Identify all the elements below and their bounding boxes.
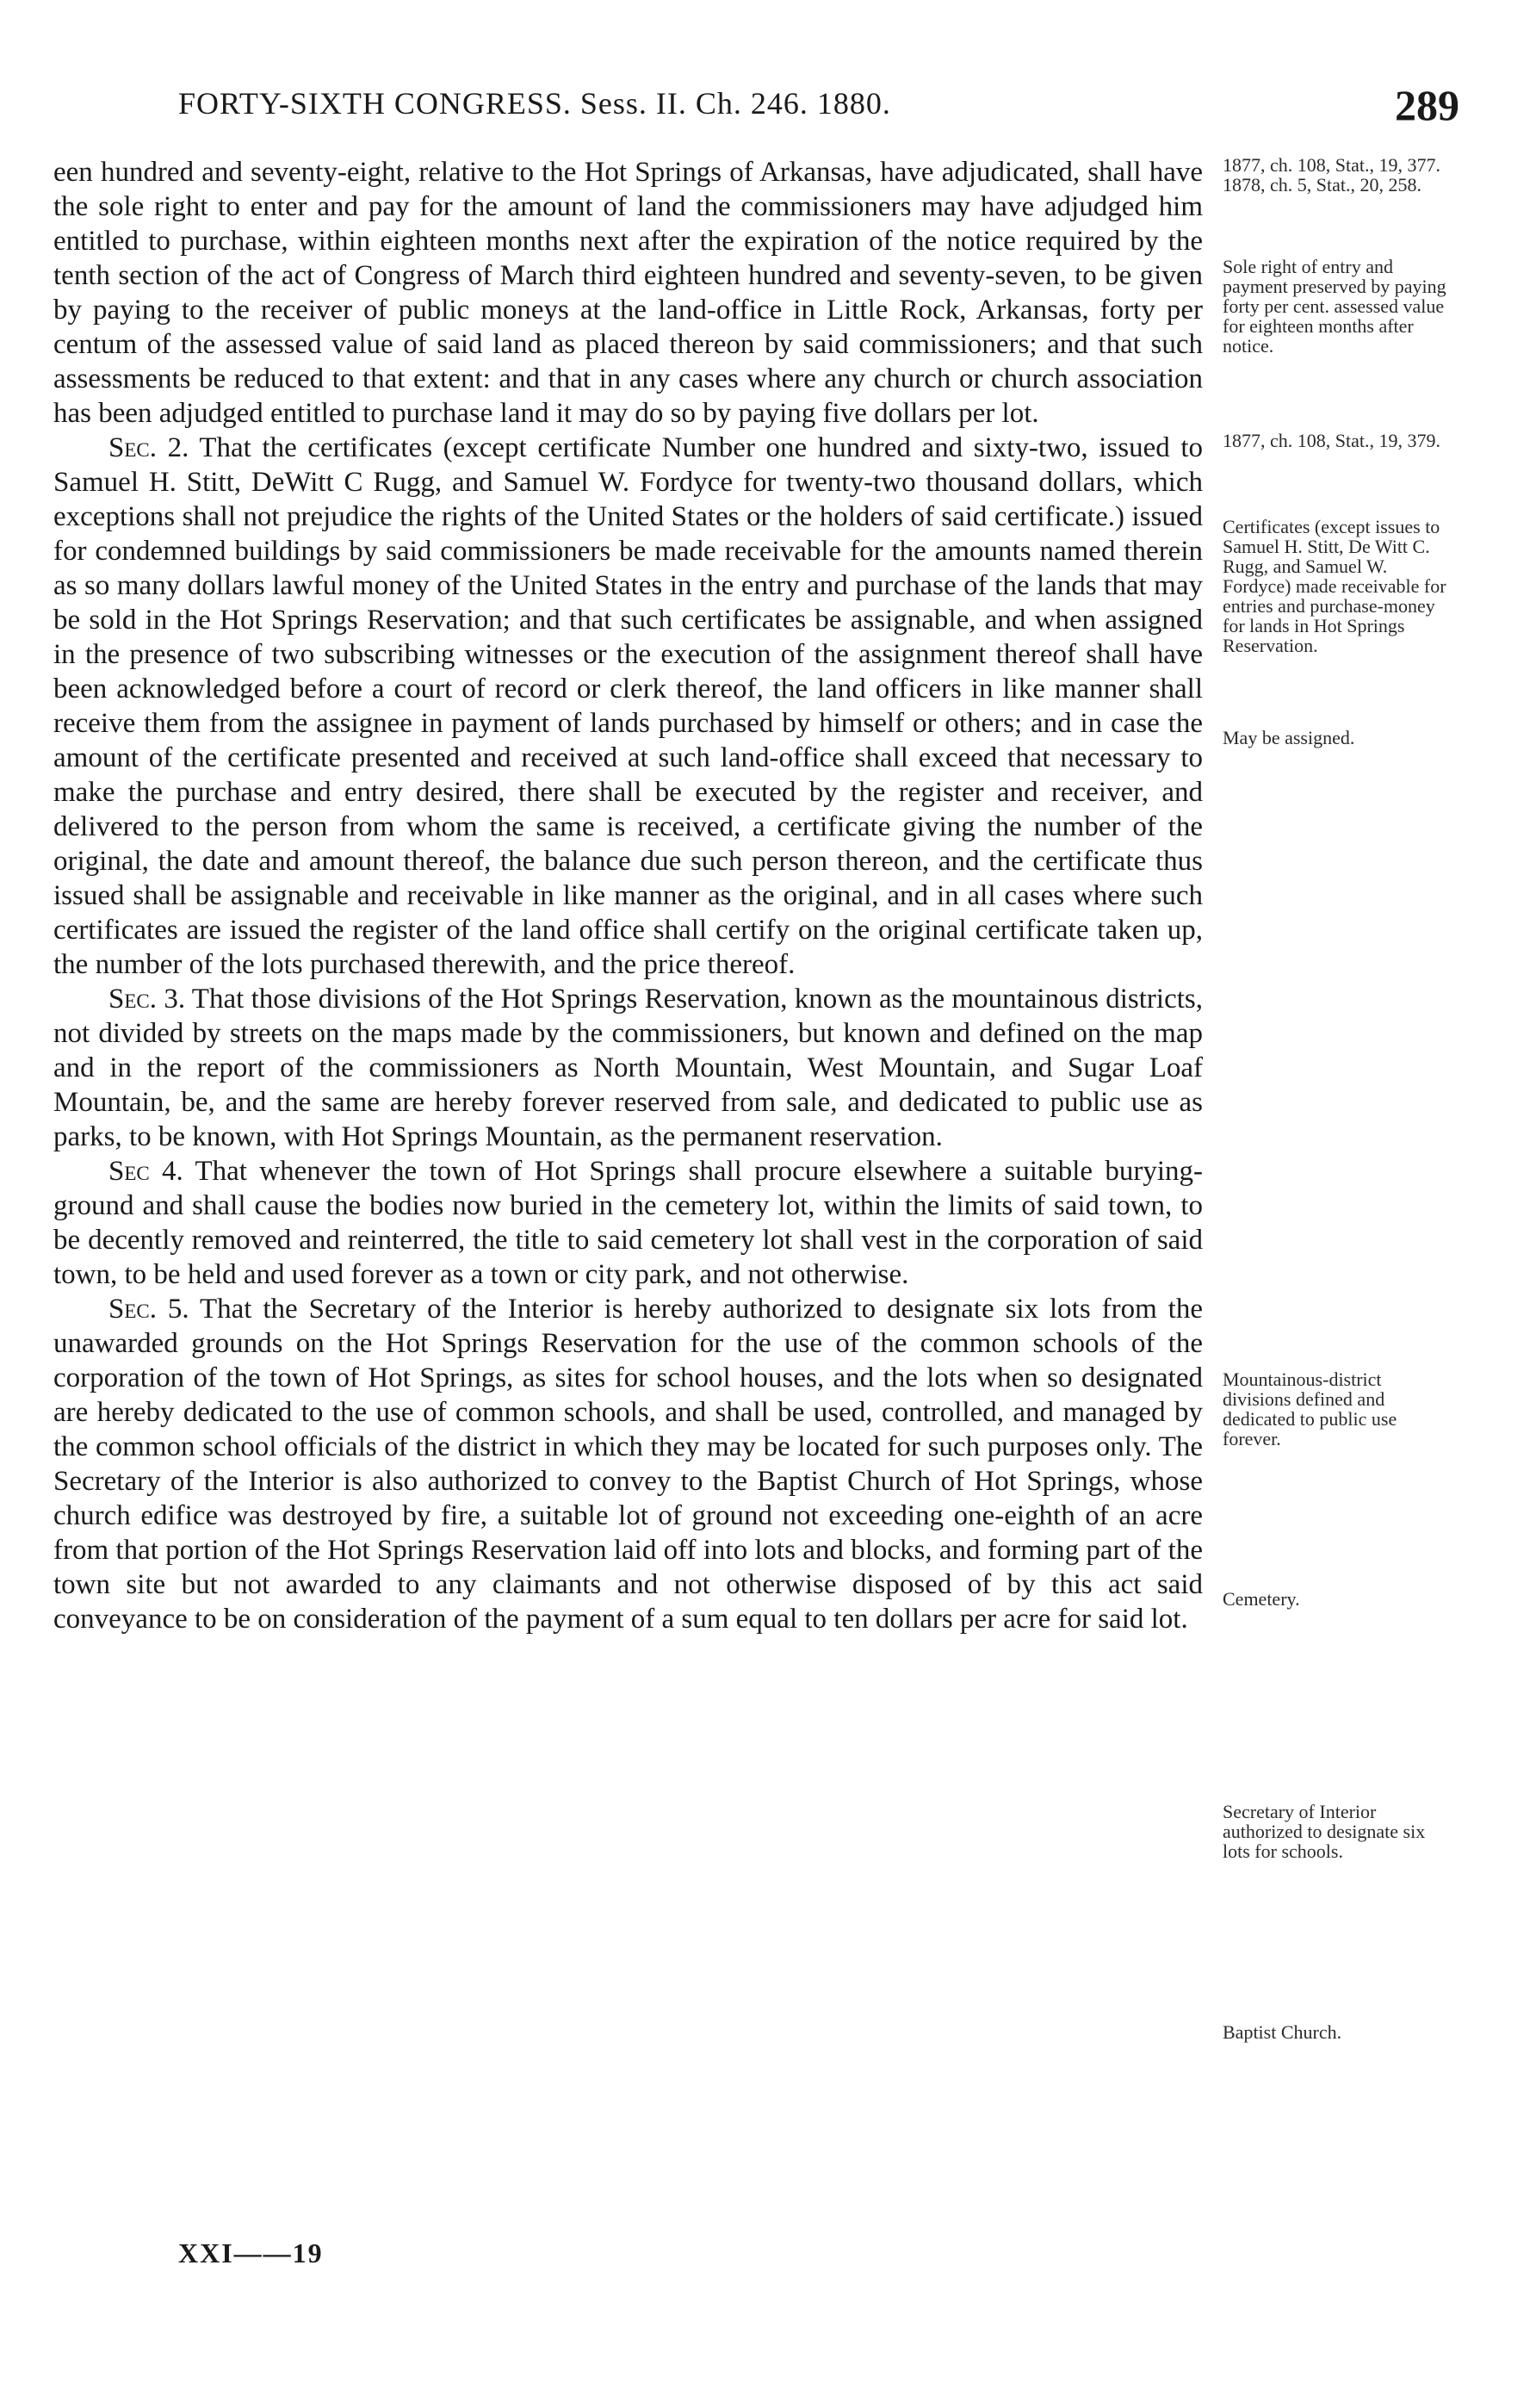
margin-note-certificates: Certificates (except issues to Samuel H. Stitt, De Witt C. Rugg, and Samuel W. Fordyce) made receivable for entries and purchase-money for lands in Hot Springs Reservation.: [1223, 516, 1446, 656]
signature-mark: XXI——19: [178, 2237, 324, 2268]
section-text: That the Secretary of the Interior is hereby authorized to designate six lots from the unawarded grounds on the Hot Springs Reservation for the use of the common schools of the corporation of the town of Hot Springs, as sites for school houses, and the lots when so designated are hereby dedicated to the use of common schools, and shall be used, controlled, and managed by the common school officials of the district in which they may be located for such purposes only. The Secretary of the Interior is also authorized to convey to the Baptist Church of Hot Springs, whose church edifice was destroyed by fire, a suitable lot of ground not exceeding one-eighth of an acre from that portion of the Hot Springs Reservation laid off into lots and blocks, and forming part of the town site but not awarded to any claimants and not otherwise disposed of by this act said conveyance to be on consideration of the payment of a sum equal to ten dollars per acre for said lot.: [53, 1294, 1203, 1635]
section-5-paragraph: [53, 1292, 1203, 1636]
section-4-paragraph: [53, 1154, 1203, 1292]
margin-note-citation: 1877, ch. 108, Stat., 19, 377. 1878, ch. 5, Stat., 20, 258.: [1223, 154, 1440, 195]
margin-note-schools: Secretary of Interior authorized to designate six lots for schools.: [1223, 1801, 1426, 1862]
section-2-paragraph: [53, 431, 1203, 982]
section-text: That those divisions of the Hot Springs Reservation, known as the mountainous districts, not divided by streets on the maps made by the commissioners, but known and defined on the map and in the report of the commissioners as North Mountain, West Mountain, and Sugar Loaf Mountain, be, and the same are hereby forever reserved from sale, and dedicated to public use as parks, to be known, with Hot Springs Mountain, as the permanent reservation.: [53, 984, 1203, 1152]
margin-note-citation: 1877, ch. 108, Stat., 19, 379.: [1223, 430, 1440, 451]
margin-note-baptist: Baptist Church.: [1223, 2021, 1342, 2043]
running-head: FORTY-SIXTH CONGRESS. Sess. II. Ch. 246. 1880.: [178, 86, 891, 121]
section-label: Sec. 5.: [108, 1294, 189, 1325]
page-header: [168, 82, 1459, 133]
section-3-paragraph: [53, 982, 1203, 1154]
section-text: That whenever the town of Hot Springs shall procure elsewhere a suitable burying-ground and shall cause the bodies now buried in the cemetery lot, within the limits of said town, to be decently removed and reinterred, the title to said cemetery lot shall vest in the corporation of said town, to be held and used forever as a town or city park, and not otherwise.: [53, 1156, 1203, 1290]
continuation-paragraph: een hundred and seventy-eight, relative to the Hot Springs of Arkansas, have adjudicated, shall have the sole right to enter and pay for the amount of land the commissioners may have adjudged him entitled to purchase, within eighteen months next after the expiration of the notice required by the tenth section of the act of Congress of March third eighteen hundred and seventy-seven, to be given by paying to the receiver of public moneys at the land-office in Little Rock, Arkansas, forty per centum of the assessed value of said land as placed thereon by said commissioners; and that such assessments be reduced to that extent: and that in any cases where any church or church association has been adjudged entitled to purchase land it may do so by paying five dollars per lot.: [53, 157, 1203, 429]
page-number: 289: [1395, 81, 1459, 129]
section-label: Sec 4.: [108, 1156, 183, 1187]
margin-note-sole-right: Sole right of entry and payment preserved by paying forty per cent. assessed value for eighteen months after notice.: [1223, 256, 1446, 357]
section-label: Sec. 2.: [108, 432, 189, 463]
statute-text: [53, 155, 1203, 1636]
margin-note-assigned: May be assigned.: [1223, 727, 1355, 748]
margin-note-mountainous: Mountainous-district divisions defined and dedicated to public use forever.: [1223, 1368, 1397, 1449]
margin-note-cemetery: Cemetery.: [1223, 1588, 1300, 1610]
section-text: That the certificates (except certificate Number one hundred and sixty-two, issued to Samuel H. Stitt, DeWitt C Rugg, and Samuel W. Fordyce for twenty-two thousand dollars, which exceptions shall not prejudice the rights of the United States or the holders of said certificate.) issued for condemned buildings by said commissioners be made receivable for the amounts named therein as so many dollars lawful money of the United States in the entry and purchase of the lands that may be sold in the Hot Springs Reservation; and that such certificates be assignable, and when assigned in the presence of two subscribing witnesses or the execution of the assignment thereof shall have been acknowledged before a court of record or clerk thereof, the land officers in like manner shall receive them from the assignee in payment of lands purchased by himself or others; and in case the amount of the certificate presented and received at such land-office shall exceed that necessary to make the purchase and entry desired, there shall be executed by the register and receiver, and delivered to the person from whom the same is received, a certificate giving the number of the original, the date and amount thereof, the balance due such person thereon, and the certificate thus issued shall be assignable and receivable in like manner as the original, and in all cases where such certificates are issued the register of the land office shall certify on the original certificate taken up, the number of the lots purchased therewith, and the price thereof.: [53, 432, 1204, 980]
section-label: Sec. 3.: [108, 984, 186, 1015]
